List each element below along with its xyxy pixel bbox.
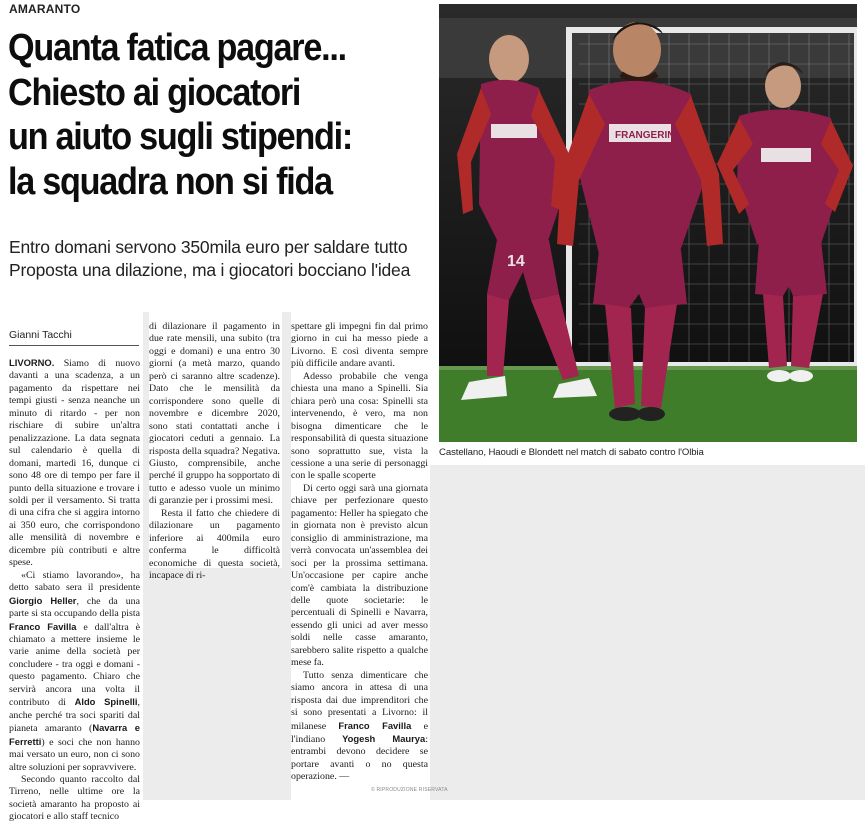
- person-name: Franco Favilla: [338, 719, 412, 731]
- subheadline-line: Entro domani servono 350mila euro per saldare tutto: [9, 237, 408, 257]
- byline-divider: [9, 345, 139, 346]
- article-paragraph: Secondo quanto raccolto dal Tirreno, nelle ultime ore la società amaranto ha proposto ai giocatori e allo staff tecnico: [9, 773, 140, 823]
- section-kicker: AMARANTO: [9, 2, 81, 16]
- article-paragraph: [9, 357, 140, 570]
- paragraph-text: e l'indiano: [291, 720, 428, 745]
- article-paragraph: Resta il fatto che chiedere di dilazionare un pagamento inferiore ai 400mila euro conferma le difficoltà economiche di questa società, incapace di ri-: [149, 507, 280, 582]
- photo-caption: Castellano, Haoudi e Blondett nel match di sabato contro l'Olbia: [439, 447, 704, 458]
- person-name: Giorgio Heller: [9, 594, 77, 606]
- headline-line: un aiuto sugli stipendi:: [8, 116, 353, 158]
- article-paragraph: [291, 670, 428, 784]
- paragraph-text: Tutto senza dimenticare che siamo ancora in attesa di una risposta dai due imprenditori che si sono presentati a Livorno: il milanese: [291, 669, 428, 732]
- article-paragraph: Adesso probabile che venga chiesta una mano a Spinelli. Sia chiara però una cosa: Spinelli sta intervenendo, è vero, ma non bisogna dimenticare che le responsabilità di questa situazione sono soprattutto sue, vista la cessione a una serie di personaggi con le spalle scoperte: [291, 370, 428, 482]
- jersey-sponsor: FRANGERINI: [615, 130, 678, 141]
- paragraph-text: , anche perché tra soci spariti dal pianeta amaranto (: [9, 697, 140, 735]
- person-name: Franco Favilla: [9, 620, 77, 632]
- headline-line: la squadra non si fida: [8, 160, 332, 203]
- players-illustration: [439, 4, 857, 442]
- paragraph-text: ) e soci che non hanno mai versato un euro, non ci sono altre soluzioni per sopravvivere.: [9, 736, 140, 773]
- paragraph-text: «Ci stiamo lavorando», ha detto sabato sera il presidente: [9, 569, 140, 594]
- headline: [8, 26, 391, 204]
- person-name: Aldo Spinelli: [74, 696, 138, 708]
- paragraph-text: Siamo di nuovo davanti a una scadenza, a un pagamento da rispettare nei tempi giusti - senza neanche un minuto di ritardo - per non rischiare di subire un'altra penalizzazione. La data segnata sul calendario è quella di domani, martedì 16, dunque ci sono 48 ore di tempo per fare il punto della situazione e trovare i soldi per il versamento. Si tratta di una cifra che si aggira intorno ai 350 euro, che corrispondono alle mensilità di novembre e dicembre più contributi e altre spese.: [9, 358, 141, 569]
- copyright-credit: © RIPRODUZIONE RISERVATA: [371, 787, 448, 793]
- article-paragraph: [9, 570, 140, 774]
- column-shade-4: [430, 465, 865, 800]
- byline: Gianni Tacchi: [9, 329, 72, 341]
- article-column-2: [149, 321, 280, 583]
- subheadline: [9, 236, 439, 282]
- svg-text:14: 14: [507, 253, 525, 270]
- dateline: LIVORNO.: [9, 357, 55, 368]
- paragraph-text: , che da una parte si sta occupando della pista: [9, 595, 140, 620]
- match-photo: [439, 4, 857, 442]
- headline-line: Quanta fatica pagare...: [8, 27, 346, 69]
- paragraph-text: : entrambi devono decidere se portare avanti o no questa operazione. —: [291, 733, 428, 783]
- headline-line: Chiesto ai giocatori: [8, 71, 301, 114]
- article-paragraph: spettare gli impegni fin dal primo giorno in cui ha messo piede a Livorno. E così diventa sempre più difficile andare avanti.: [291, 321, 428, 370]
- person-name: Navarra e Ferretti: [9, 722, 140, 747]
- article-column-3: [291, 321, 428, 784]
- column-shade-3: [282, 312, 291, 800]
- column-shade-2: [143, 568, 290, 800]
- paragraph-text: e dall'altra è chiamato a mettere insieme le varie anime della società per concludere - tra oggi e domani - questo pagamento. Chiaro che servirà ancora una volta il contributo di: [9, 621, 140, 709]
- person-name: Yogesh Maurya: [342, 732, 426, 744]
- article-column-1: [9, 357, 140, 824]
- article-paragraph: Di certo oggi sarà una giornata chiave per perfezionare questo pagamento: Heller ha spiegato che in giornata non è previsto alcun consiglio di amministrazione, ma verrà convocata un'assemblea dei soci per la prossima settimana. Un'occasione per capire anche com'è cambiata la distribuzione delle quote societarie: le percentuali di Spinelli e Navarra, essendo gli unici ad aver messo soldi nelle casse amaranto, sarebbero salite rispetto a qualche mese fa.: [291, 482, 428, 669]
- article-paragraph: di dilazionare il pagamento in due rate mensili, una subito (tra oggi e domani) e una entro 30 giorni (a metà marzo, quando però ci saranno altre scadenze). Dato che le mensilità da corrispondere sono quelle di novembre e dicembre 2020, sono stati contattati anche i giocatori ceduti a gennaio. La risposta della squadra? Negativa. Giusto, comprensibile, anche perché il gruppo ha sopportato di tutto e adesso vuole un minimo di garanzie per i prossimi mesi.: [149, 321, 280, 507]
- subheadline-line: Proposta una dilazione, ma i giocatori bocciano l'idea: [9, 260, 411, 280]
